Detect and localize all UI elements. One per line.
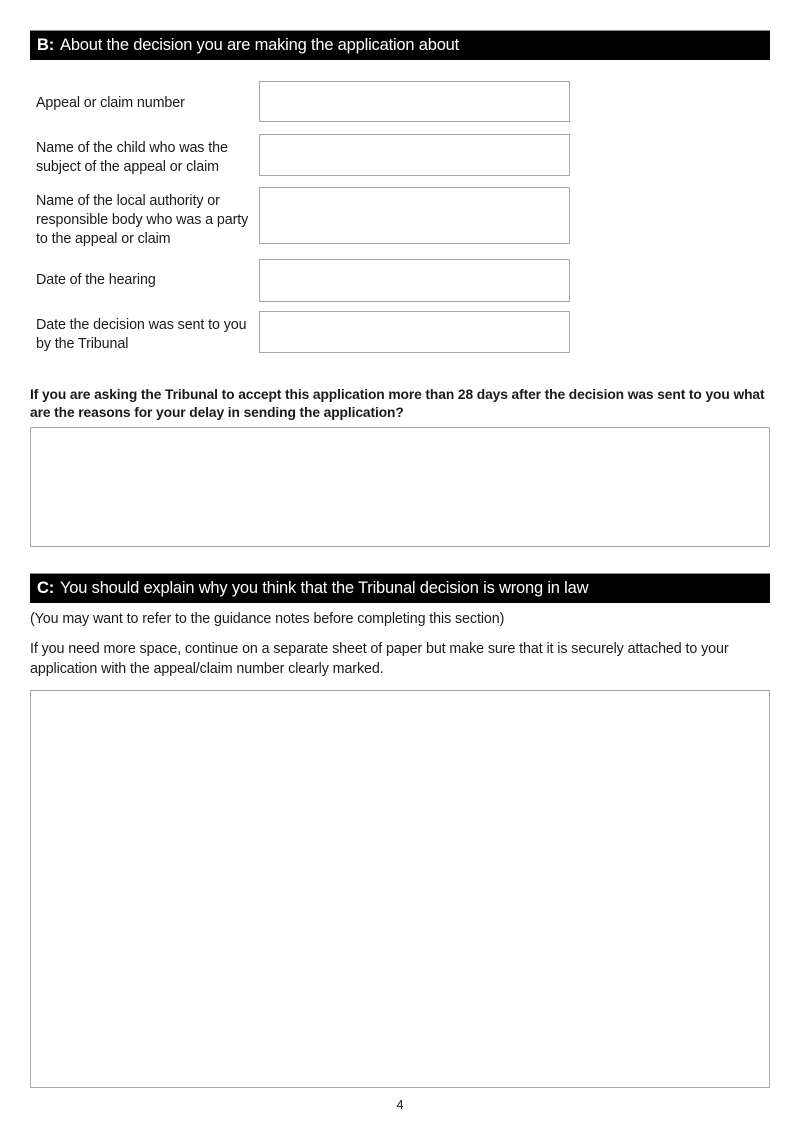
- decision-sent-date-input[interactable]: [259, 311, 570, 353]
- section-b-title: About the decision you are making the application about: [60, 36, 460, 54]
- field-label-local-authority: Name of the local authority or responsible body who was a party to the appeal or claim: [36, 193, 249, 247]
- section-b-id: B:: [37, 36, 55, 54]
- child-name-input[interactable]: [259, 134, 570, 176]
- section-c-id: C:: [37, 579, 55, 597]
- delay-reasons-question: If you are asking the Tribunal to accept this application more than 28 days after the decision was sent to you what are the reasons for your delay in sending the application?: [30, 387, 765, 420]
- field-label-appeal-claim-number: Appeal or claim number: [36, 95, 185, 111]
- guidance-note: (You may want to refer to the guidance notes before completing this section): [30, 611, 505, 627]
- field-label-hearing-date: Date of the hearing: [36, 272, 156, 288]
- field-label-decision-sent-date: Date the decision was sent to you by the Tribunal: [36, 317, 247, 352]
- section-c-header: [30, 573, 770, 603]
- field-label-child-name: Name of the child who was the subject of the appeal or claim: [36, 140, 228, 175]
- section-c-title: You should explain why you think that the Tribunal decision is wrong in law: [60, 579, 589, 597]
- more-space-instructions: If you need more space, continue on a separate sheet of paper but make sure that it is securely attached to your application with the appeal/claim number clearly marked.: [30, 641, 729, 677]
- local-authority-input[interactable]: [259, 187, 570, 244]
- hearing-date-input[interactable]: [259, 259, 570, 302]
- section-b-header: [30, 30, 770, 60]
- delay-reasons-textarea[interactable]: [30, 427, 770, 547]
- page-number: 4: [396, 1097, 404, 1112]
- wrong-in-law-textarea[interactable]: [30, 690, 770, 1088]
- appeal-claim-number-input[interactable]: [259, 81, 570, 122]
